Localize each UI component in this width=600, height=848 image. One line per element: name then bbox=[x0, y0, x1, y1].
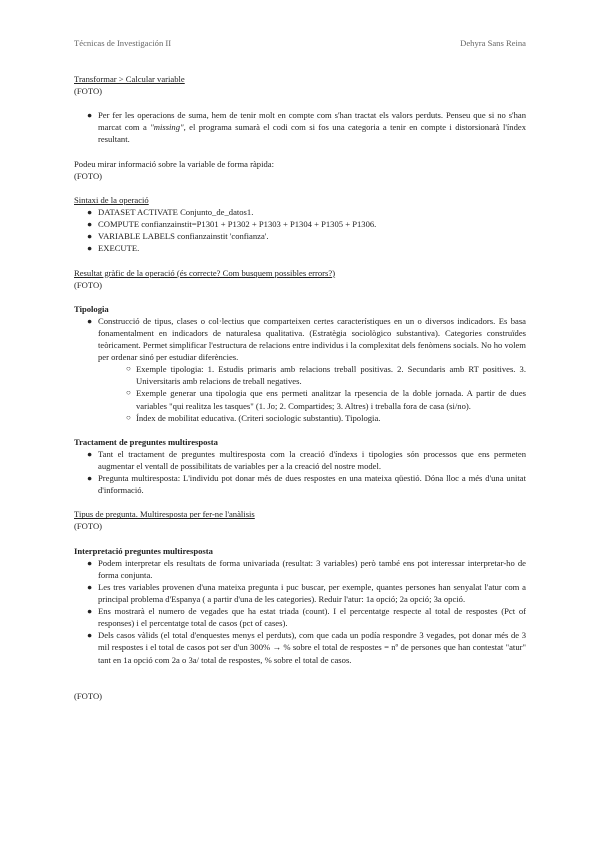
list-item: ○ Exemple tipologia: 1. Estudis primaris amb relacions treball positivas. 2. Secundaris amb RT positives. 3. Universitaris amb relacions de treball negatives. bbox=[126, 364, 526, 387]
list-item: ● Podem interpretar els resultats de forma univariada (resultat: 3 variables) però també ens pot interessar interpretar-ho de forma conjunta. bbox=[87, 557, 526, 580]
list-item: ● VARIABLE LABELS confianzainstit 'confianza'. bbox=[87, 231, 269, 242]
section-title-tractament: Tractament de preguntes multiresposta bbox=[74, 436, 218, 447]
foto-placeholder: (FOTO) bbox=[74, 690, 103, 701]
section-title-tipus: Tipus de pregunta. Multiresposta per fer-ne l'anàlisis bbox=[74, 509, 255, 520]
section-title-sintaxi: Sintaxi de la operació bbox=[74, 194, 149, 205]
list-item: ● DATASET ACTIVATE Conjunto_de_datos1. bbox=[87, 207, 254, 218]
foto-placeholder: (FOTO) bbox=[74, 521, 103, 532]
section-title-resultat: Resultat gràfic de la operació (és correcte? Com busquem possibles errors?) bbox=[74, 267, 336, 278]
header-right: Dehyra Sans Reina bbox=[460, 38, 526, 48]
section-title-tipologia: Tipologia bbox=[74, 303, 109, 314]
list-item: ● Ens mostrarà el numero de vegades que ha estat triada (count). I el percentatge respecte al total de respostes (Pct of responses) i el percentatge total de casos (pct of cases). bbox=[87, 606, 526, 629]
list-item: ● COMPUTE confianzainstit=P1301 + P1302 + P1303 + P1304 + P1305 + P1306. bbox=[87, 219, 377, 230]
foto-placeholder: (FOTO) bbox=[74, 170, 103, 181]
header-left: Técnicas de Investigación II bbox=[74, 38, 172, 48]
list-item: ● Per fer les operacions de suma, hem de tenir molt en compte com s'han tractat els valors perduts. Penseu que si no s'han marcat com a "missing", el programa sumarà el codi com si fos una categoria a tenir en compte i distorsionarà l'índex resultant. bbox=[87, 110, 526, 145]
list-item: ● EXECUTE. bbox=[87, 243, 140, 254]
section-title-interpretacio: Interpretació preguntes multiresposta bbox=[74, 545, 213, 556]
foto-placeholder: (FOTO) bbox=[74, 279, 103, 290]
list-item: ○ Índex de mobilitat educativa. (Criteri sociologic substantiu). Tipologia. bbox=[126, 412, 381, 423]
document-body bbox=[74, 73, 526, 702]
foto-placeholder: (FOTO) bbox=[74, 86, 103, 97]
list-item: ● Construcció de tipus, clases o col·lectius que comparteixen certes característiques en un o diversos indicadors. Es basa fonamentalment en indicadors de naturalesa qualitativa. (Estratègia sociològico substantiva). Categories construïdes teòricament. Permet simplificar l'estructura de relacions entre individus i la complexitat dels fenòmens socials. No ho volem per ordenar sinó per estudiar diferències. bbox=[87, 315, 526, 363]
list-item: ○ Exemple generar una tipologia que ens permeti analitzar la rpesencia de la doble jornada. A partir de dues variables "qui realitza les tasques" (1. Jo; 2. Compartides; 3. Altres) i treballa fora de casa (si/no). bbox=[126, 388, 526, 411]
list-item: ● Pregunta multiresposta: L'individu pot donar més de dues respostes en una mateixa qüestió. Dóna lloc a més d'una unitat d'informació. bbox=[87, 473, 526, 496]
list-item: ● Dels casos vàlids (el total d'enquestes menys el perduts), com que cada un podía respondre 3 vegades, pot donar més de 3 mil respostes i el total de casos pot ser d'un 300% → % sobre el total de respostes = nº de persones que han contestat "atur" tant en 1a opció com 2a o 3a/ total de respostes, % sobre el total de casos. bbox=[87, 630, 526, 665]
list-item: ● Les tres variables provenen d'una mateixa pregunta i puc buscar, per exemple, quantes persones han senyalat l'atur com a principal problema d'Espanya ( a partir d'una de les categories). Reduir l'atur: 1a opció; 2a opció; 3a opció. bbox=[87, 581, 526, 605]
section-title-transformar: Transformar > Calcular variable bbox=[74, 74, 185, 84]
info-text: Podeu mirar informació sobre la variable de forma ràpida: bbox=[74, 158, 274, 169]
list-item: ● Tant el tractament de preguntes multiresposta com la creació d'índexs i tipologies són processos que ens permeten augmentar el ventall de possibilitats de variables per a la creació del nostre model. bbox=[87, 448, 526, 471]
